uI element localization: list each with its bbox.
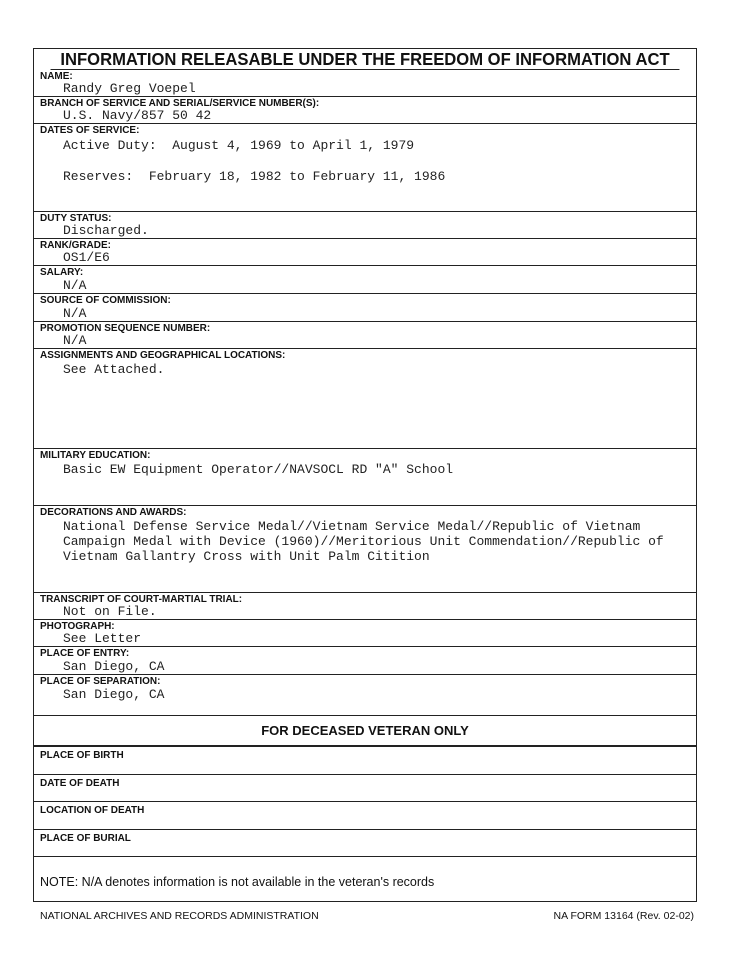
field-branch [34, 97, 696, 124]
field-label: MILITARY EDUCATION: [40, 449, 151, 461]
field-label: ASSIGNMENTS AND GEOGRAPHICAL LOCATIONS: [40, 349, 286, 361]
reserves-dates: Reserves: February 18, 1982 to February 11, 1986 [63, 169, 446, 184]
field-value: Not on File. [63, 604, 157, 619]
field-place-of-birth [34, 747, 696, 775]
field-value: OS1/E6 [63, 250, 110, 265]
field-label: TRANSCRIPT OF COURT-MARTIAL TRIAL: [40, 593, 243, 605]
field-value: N/A [63, 333, 87, 348]
field-name [34, 70, 696, 97]
field-value: N/A [63, 278, 87, 293]
field-label: PLACE OF SEPARATION: [40, 675, 161, 687]
field-place-of-separation [34, 675, 696, 716]
field-military-education [34, 449, 696, 506]
field-place-of-entry [34, 647, 696, 675]
field-value: Randy Greg Voepel [63, 81, 196, 96]
field-court-martial [34, 593, 696, 620]
field-date-of-death [34, 775, 696, 802]
field-label: PLACE OF ENTRY: [40, 647, 130, 659]
field-label: SOURCE OF COMMISSION: [40, 294, 171, 306]
footer-agency: NATIONAL ARCHIVES AND RECORDS ADMINISTRATION [40, 910, 319, 922]
decoration-line: National Defense Service Medal//Vietnam Service Medal//Republic of Vietnam [63, 519, 641, 534]
field-salary [34, 266, 696, 294]
field-value: San Diego, CA [63, 687, 165, 702]
field-promotion-sequence [34, 322, 696, 349]
field-rank-grade [34, 239, 696, 266]
field-place-of-burial [34, 830, 696, 857]
field-value: Basic EW Equipment Operator//NAVSOCL RD "A" School [63, 462, 454, 477]
field-label: BRANCH OF SERVICE AND SERIAL/SERVICE NUMBER(S): [40, 97, 320, 109]
decoration-line: Vietnam Gallantry Cross with Unit Palm Citition [63, 549, 430, 564]
form-title: INFORMATION RELEASABLE UNDER THE FREEDOM OF INFORMATION ACT [51, 49, 680, 70]
field-source-of-commission [34, 294, 696, 322]
field-duty-status [34, 212, 696, 239]
field-decorations-awards [34, 506, 696, 593]
field-label: RANK/GRADE: [40, 239, 111, 251]
decoration-line: Campaign Medal with Device (1960)//Meritorious Unit Commendation//Republic of [63, 534, 664, 549]
field-label: DUTY STATUS: [40, 212, 112, 224]
field-label: PROMOTION SEQUENCE NUMBER: [40, 322, 211, 334]
field-label: DECORATIONS AND AWARDS: [40, 506, 187, 518]
field-value: San Diego, CA [63, 659, 165, 674]
field-label: PHOTOGRAPH: [40, 620, 115, 632]
field-label: DATES OF SERVICE: [40, 124, 140, 136]
field-value: U.S. Navy/857 50 42 [63, 108, 212, 123]
na-note: NOTE: N/A denotes information is not available in the veteran's records [40, 875, 435, 889]
footer-form-number: NA FORM 13164 (Rev. 02-02) [553, 910, 694, 922]
field-photograph [34, 620, 696, 647]
field-value: Discharged. [63, 223, 149, 238]
field-label: DATE OF DEATH [40, 777, 120, 789]
field-value: See Letter [63, 631, 142, 646]
field-label: SALARY: [40, 266, 84, 278]
active-duty-dates: Active Duty: August 4, 1969 to April 1, 1979 [63, 138, 415, 153]
field-value: See Attached. [63, 362, 165, 377]
deceased-section-title: FOR DECEASED VETERAN ONLY [261, 723, 469, 738]
foia-form [33, 48, 697, 902]
field-location-of-death [34, 802, 696, 830]
field-label: NAME: [40, 70, 73, 82]
field-assignments [34, 349, 696, 449]
field-label: PLACE OF BURIAL [40, 832, 131, 844]
field-dates-of-service [34, 124, 696, 212]
deceased-section-header [34, 716, 696, 747]
field-label: LOCATION OF DEATH [40, 804, 145, 816]
field-value: N/A [63, 306, 87, 321]
field-label: PLACE OF BIRTH [40, 749, 124, 761]
